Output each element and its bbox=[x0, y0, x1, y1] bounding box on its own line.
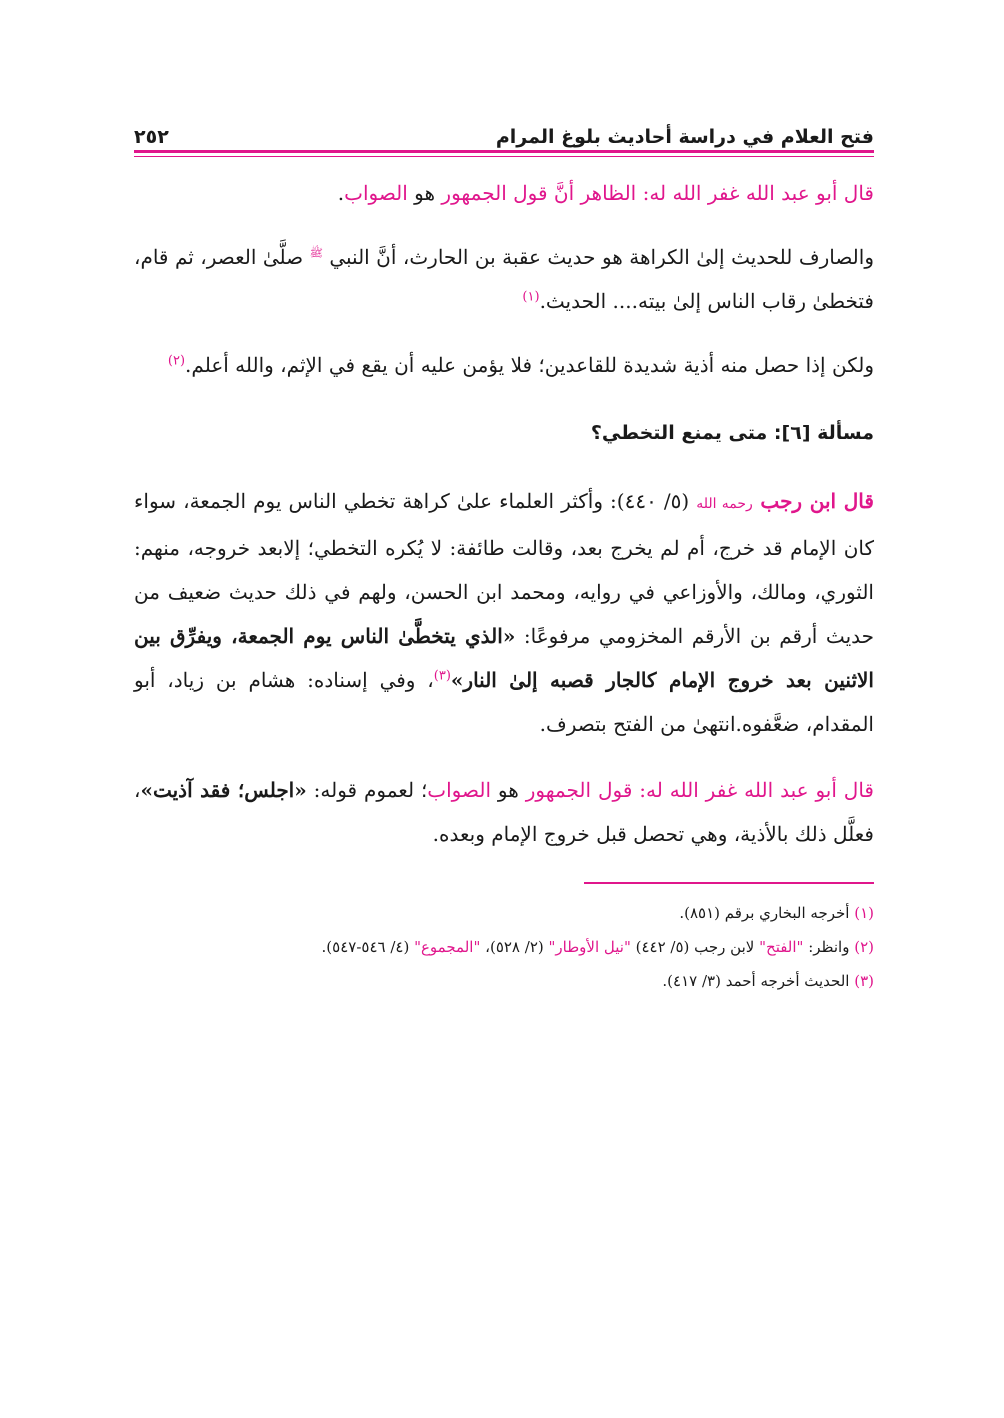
page-number: ٢٥٢ bbox=[134, 126, 169, 148]
footnotes bbox=[134, 896, 874, 998]
footnote-ref-3[interactable]: (٣) bbox=[433, 668, 451, 684]
book-title: فتح العلام في دراسة أحاديث بلوغ المرام bbox=[495, 126, 874, 148]
sawab-term-2: الصواب bbox=[427, 778, 492, 802]
author-speaker: قال أبو عبد الله غفر الله له: الظاهر أنَّ قول الجمهور bbox=[441, 181, 874, 205]
footnote-text: (٤/ ٥٤٦-٥٤٧). bbox=[321, 938, 415, 956]
footnote-ref-2[interactable]: (٢) bbox=[167, 353, 186, 369]
para1-dot: . bbox=[337, 181, 345, 205]
footnote-3 bbox=[134, 964, 874, 998]
issue-question: متى يمنع التخطي؟ bbox=[590, 422, 768, 444]
para5-mid: هو bbox=[491, 778, 526, 802]
footnote-ref-1[interactable]: (١) bbox=[522, 289, 540, 305]
author-speaker-2: قال أبو عبد الله غفر الله له: قول الجمهور bbox=[525, 778, 874, 802]
source-title-fath: "الفتح" bbox=[759, 938, 804, 956]
footnote-separator bbox=[584, 882, 874, 884]
paragraph-uqbah-hadith bbox=[134, 235, 874, 323]
para4-body-a: : وأكثر العلماء علىٰ كراهة تخطي الناس يوم الجمعة، سواء كان الإمام قد خرج، أم لم يخرج بعد، وقالت طائفة: لا يُكره التخطي؛ إلابعد خروجه، منهم: الثوري، ومالك، والأوزاعي في روايه، ومحمد ابن الحسن، ولهم في ذلك حديث ضعيف من حديث أرقم بن الأرقم المخزومي مرفوعًا: bbox=[134, 489, 874, 648]
para2-text-a: والصارف للحديث إلىٰ الكراهة هو حديث عقبة بن الحارث، أنَّ النبي bbox=[322, 245, 874, 269]
para2-text-b: صلَّىٰ العصر، ثم قام، فتخطىٰ رقاب الناس إلىٰ بيته.... الحديث. bbox=[134, 245, 874, 313]
footnote-number: (٢) bbox=[854, 938, 874, 956]
para3-text: ولكن إذا حصل منه أذية شديدة للقاعدين؛ فلا يؤمن عليه أن يقع في الإثم، والله أعلم. bbox=[185, 353, 874, 377]
ibn-rajab-ref: (٥/ ٤٤٠) bbox=[616, 489, 697, 513]
rahimahullah-honorific: رحمه الله bbox=[696, 496, 753, 512]
para5-body-b: ، فعلَّل ذلك بالأذية، وهي تحصل قبل خروج الإمام وبعده. bbox=[134, 778, 874, 846]
running-header bbox=[134, 118, 874, 148]
header-rule-thin bbox=[134, 156, 874, 157]
issue-heading bbox=[134, 413, 874, 453]
salla-honorific: ﷺ bbox=[309, 246, 323, 260]
footnote-text: وانظر: bbox=[803, 938, 855, 956]
source-title-majmu: "المجموع" bbox=[414, 938, 481, 956]
footnote-number: (٣) bbox=[854, 972, 874, 990]
paragraph-harm bbox=[134, 343, 874, 387]
paragraph-author-opinion bbox=[134, 171, 874, 215]
document-page bbox=[134, 118, 874, 998]
para1-mid: هو bbox=[407, 181, 442, 205]
footnote-2 bbox=[134, 930, 874, 964]
source-title-nayl: "نيل الأوطار" bbox=[548, 938, 631, 956]
sawab-term: الصواب bbox=[344, 181, 408, 205]
para5-body-a: ؛ لعموم قوله: bbox=[306, 778, 428, 802]
footnote-text: أخرجه البخاري برقم (٨٥١). bbox=[679, 904, 855, 922]
paragraph-author-conclusion bbox=[134, 768, 874, 856]
para4-body-b: ، وفي إسناده: هشام بن زياد، أبو المقدام، ضعَّفوه.انتهىٰ من الفتح بتصرف. bbox=[134, 668, 874, 736]
issue-label: مسألة [٦]: bbox=[767, 422, 874, 444]
footnote-text: (٢/ ٥٢٨)، bbox=[480, 938, 549, 956]
sit-down-hadith: «اجلس؛ فقد آذيت» bbox=[140, 778, 307, 802]
header-rule-thick bbox=[134, 150, 874, 153]
footnote-1 bbox=[134, 896, 874, 930]
weak-hadith-text: «الذي يتخطَّىٰ الناس يوم الجمعة، ويفرِّق بين الاثنين بعد خروج الإمام كالجار قصبه إلىٰ النار» bbox=[134, 624, 874, 692]
paragraph-ibn-rajab bbox=[134, 479, 874, 746]
footnote-number: (١) bbox=[854, 904, 874, 922]
ibn-rajab-speaker: قال ابن رجب bbox=[752, 489, 874, 513]
footnote-text: لابن رجب (٥/ ٤٤٢) bbox=[630, 938, 760, 956]
footnote-text: الحديث أخرجه أحمد (٣/ ٤١٧). bbox=[662, 972, 855, 990]
